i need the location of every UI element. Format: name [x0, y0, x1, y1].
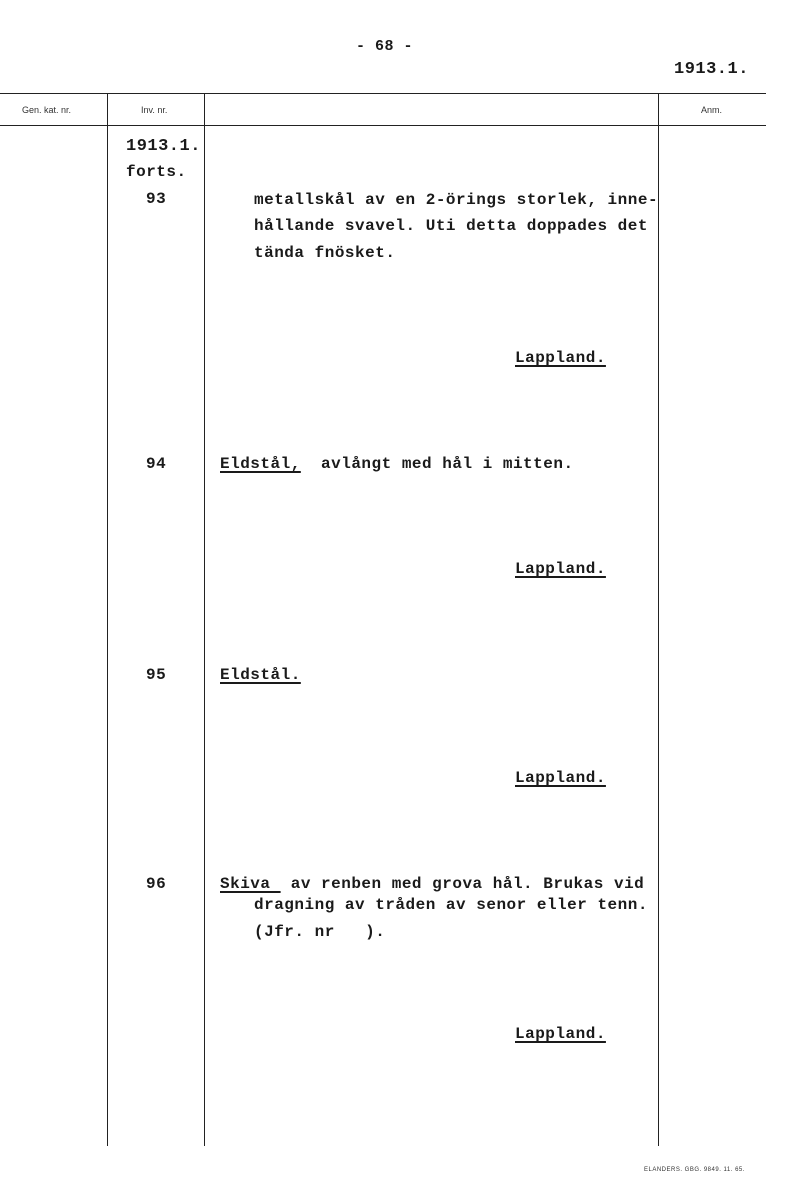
entry-95-place: Lappland. [515, 769, 606, 787]
printer-footer: ELANDERS. GBG. 9849. 11. 65. [644, 1167, 745, 1173]
entry-96-title: Skiva [220, 875, 281, 893]
header-top-rule [0, 93, 766, 94]
column-rule-2 [204, 93, 205, 1146]
entry-94-place: Lappland. [515, 560, 606, 578]
section-continued: forts. [126, 163, 187, 181]
entry-96-line-3: (Jfr. nr ). [254, 923, 386, 941]
entry-93-line-1: metallskål av en 2-örings storlek, inne- [254, 191, 659, 209]
column-rule-3 [658, 93, 659, 1146]
column-rule-1 [107, 93, 108, 1146]
entry-94-title: Eldstål, [220, 455, 301, 473]
entry-94-text: avlångt med hål i mitten. [300, 455, 574, 473]
entry-93-place: Lappland. [515, 349, 606, 367]
section-year: 1913.1. [126, 137, 201, 156]
entry-96-place: Lappland. [515, 1025, 606, 1043]
column-header-gen-kat: Gen. kat. nr. [22, 105, 72, 115]
column-header-anm: Anm. [701, 105, 723, 115]
entry-96-number: 96 [146, 875, 167, 893]
entry-95-title: Eldstål. [220, 666, 301, 684]
page-number: - 68 - [356, 38, 414, 55]
entry-96-line-2: dragning av tråden av senor eller tenn. [254, 896, 648, 914]
entry-95-number: 95 [146, 666, 167, 684]
column-header-inv: Inv. nr. [141, 105, 168, 115]
entry-96-text: av renben med grova hål. Brukas vid [280, 875, 645, 893]
entry-93-number: 93 [146, 190, 167, 208]
entry-93-line-3: tända fnösket. [254, 244, 396, 262]
header-year: 1913.1. [674, 60, 749, 79]
entry-96-line-1 [220, 875, 644, 893]
entry-94-line-1 [220, 455, 574, 473]
entry-94-number: 94 [146, 455, 167, 473]
entry-93-line-2: hållande svavel. Uti detta doppades det [254, 217, 648, 235]
header-bottom-rule [0, 125, 766, 126]
